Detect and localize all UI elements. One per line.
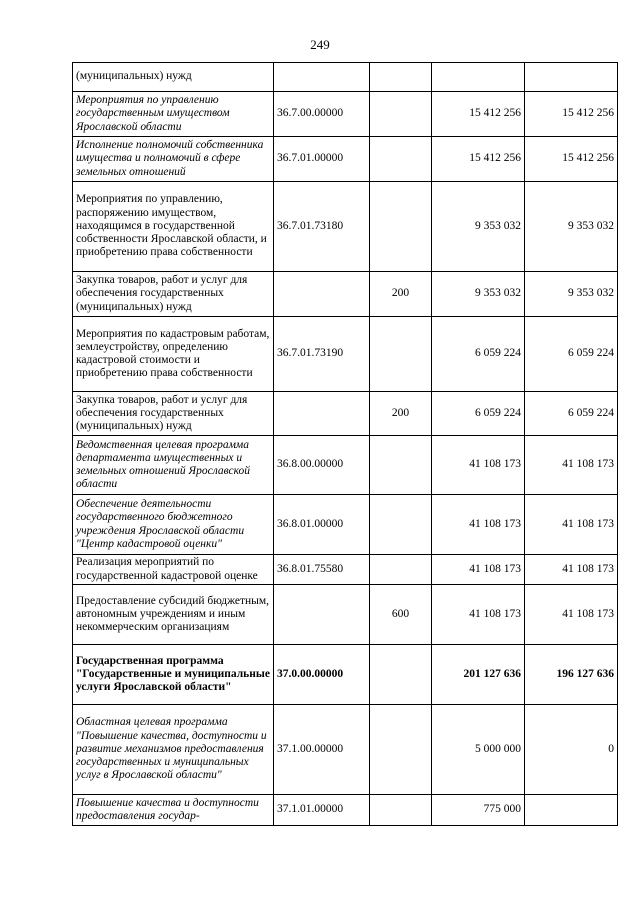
budget-table xyxy=(72,62,618,826)
cell-code: 36.7.01.73180 xyxy=(274,182,370,272)
cell-sum-year2: 41 108 173 xyxy=(525,555,618,585)
cell-sum-year1 xyxy=(432,63,525,92)
cell-sum-year1: 41 108 173 xyxy=(432,555,525,585)
cell-name: Предоставление субсидий бюджетным, автономным учреждениям и иным некоммерческим организациям xyxy=(73,585,274,645)
cell-name: Обеспечение деятельности государственного бюджетного учреждения Ярославской области "Центр кадастровой оценки" xyxy=(73,495,274,555)
cell-sum-year2: 41 108 173 xyxy=(525,436,618,495)
cell-expense-type xyxy=(370,317,432,392)
table-row xyxy=(73,317,618,392)
cell-name: (муниципальных) нужд xyxy=(73,63,274,92)
cell-code xyxy=(274,63,370,92)
cell-sum-year2: 15 412 256 xyxy=(525,92,618,137)
cell-expense-type xyxy=(370,92,432,137)
cell-expense-type xyxy=(370,436,432,495)
cell-sum-year1: 201 127 636 xyxy=(432,645,525,705)
cell-code: 36.7.00.00000 xyxy=(274,92,370,137)
cell-sum-year1: 41 108 173 xyxy=(432,585,525,645)
cell-expense-type xyxy=(370,555,432,585)
cell-code: 36.8.01.75580 xyxy=(274,555,370,585)
cell-expense-type xyxy=(370,137,432,182)
cell-sum-year2: 15 412 256 xyxy=(525,137,618,182)
cell-expense-type xyxy=(370,63,432,92)
cell-code: 37.1.01.00000 xyxy=(274,795,370,826)
cell-name: Реализация мероприятий по государственной кадастровой оценке xyxy=(73,555,274,585)
cell-name: Повышение качества и доступности предоставления государ- xyxy=(73,795,274,826)
cell-sum-year1: 5 000 000 xyxy=(432,705,525,795)
cell-sum-year2: 0 xyxy=(525,705,618,795)
cell-sum-year2: 9 353 032 xyxy=(525,182,618,272)
cell-sum-year1: 15 412 256 xyxy=(432,92,525,137)
cell-name: Мероприятия по управлению государственным имуществом Ярославской области xyxy=(73,92,274,137)
cell-code: 36.7.01.00000 xyxy=(274,137,370,182)
cell-name: Закупка товаров, работ и услуг для обеспечения государственных (муниципальных) нужд xyxy=(73,392,274,436)
cell-sum-year1: 6 059 224 xyxy=(432,392,525,436)
cell-sum-year1: 9 353 032 xyxy=(432,272,525,317)
table-row xyxy=(73,272,618,317)
page-number: 249 xyxy=(310,37,330,52)
cell-name: Закупка товаров, работ и услуг для обеспечения государственных (муниципальных) нужд xyxy=(73,272,274,317)
cell-expense-type: 200 xyxy=(370,272,432,317)
cell-name: Мероприятия по управлению, распоряжению имуществом, находящимся в государственной собственности Ярославской области, и приобретению права собственности xyxy=(73,182,274,272)
cell-name: Мероприятия по кадастровым работам, землеустройству, определению кадастровой стоимости и приобретению права собственности xyxy=(73,317,274,392)
cell-name: Ведомственная целевая программа департамента имущественных и земельных отношений Ярославской области xyxy=(73,436,274,495)
cell-expense-type xyxy=(370,182,432,272)
cell-code xyxy=(274,585,370,645)
cell-expense-type xyxy=(370,645,432,705)
cell-sum-year1: 41 108 173 xyxy=(432,436,525,495)
cell-sum-year2: 41 108 173 xyxy=(525,495,618,555)
cell-name: Исполнение полномочий собственника имущества и полномочий в сфере земельных отношений xyxy=(73,137,274,182)
cell-sum-year1: 775 000 xyxy=(432,795,525,826)
table-row xyxy=(73,795,618,826)
cell-sum-year2 xyxy=(525,63,618,92)
cell-sum-year1: 9 353 032 xyxy=(432,182,525,272)
cell-sum-year2: 9 353 032 xyxy=(525,272,618,317)
table-row xyxy=(73,137,618,182)
cell-code: 36.8.00.00000 xyxy=(274,436,370,495)
cell-expense-type xyxy=(370,495,432,555)
cell-code: 37.1.00.00000 xyxy=(274,705,370,795)
cell-sum-year2: 6 059 224 xyxy=(525,392,618,436)
table-row xyxy=(73,182,618,272)
cell-sum-year1: 15 412 256 xyxy=(432,137,525,182)
cell-name: Областная целевая программа "Повышение качества, доступности и развитие механизмов предоставления государственных и муниципальных услуг в Ярославской области" xyxy=(73,705,274,795)
budget-table-body xyxy=(73,63,618,826)
cell-sum-year2: 6 059 224 xyxy=(525,317,618,392)
cell-code xyxy=(274,392,370,436)
table-row xyxy=(73,392,618,436)
table-row xyxy=(73,645,618,705)
table-row xyxy=(73,63,618,92)
cell-sum-year2: 41 108 173 xyxy=(525,585,618,645)
table-row xyxy=(73,495,618,555)
cell-expense-type xyxy=(370,705,432,795)
cell-name: Государственная программа "Государственные и муниципальные услуги Ярославской области" xyxy=(73,645,274,705)
cell-code xyxy=(274,272,370,317)
table-row xyxy=(73,705,618,795)
cell-expense-type xyxy=(370,795,432,826)
cell-sum-year2 xyxy=(525,795,618,826)
cell-code: 36.8.01.00000 xyxy=(274,495,370,555)
table-row xyxy=(73,585,618,645)
table-row xyxy=(73,92,618,137)
cell-sum-year2: 196 127 636 xyxy=(525,645,618,705)
cell-sum-year1: 6 059 224 xyxy=(432,317,525,392)
cell-code: 36.7.01.73190 xyxy=(274,317,370,392)
cell-sum-year1: 41 108 173 xyxy=(432,495,525,555)
table-row xyxy=(73,436,618,495)
cell-expense-type: 600 xyxy=(370,585,432,645)
cell-expense-type: 200 xyxy=(370,392,432,436)
cell-code: 37.0.00.00000 xyxy=(274,645,370,705)
table-row xyxy=(73,555,618,585)
